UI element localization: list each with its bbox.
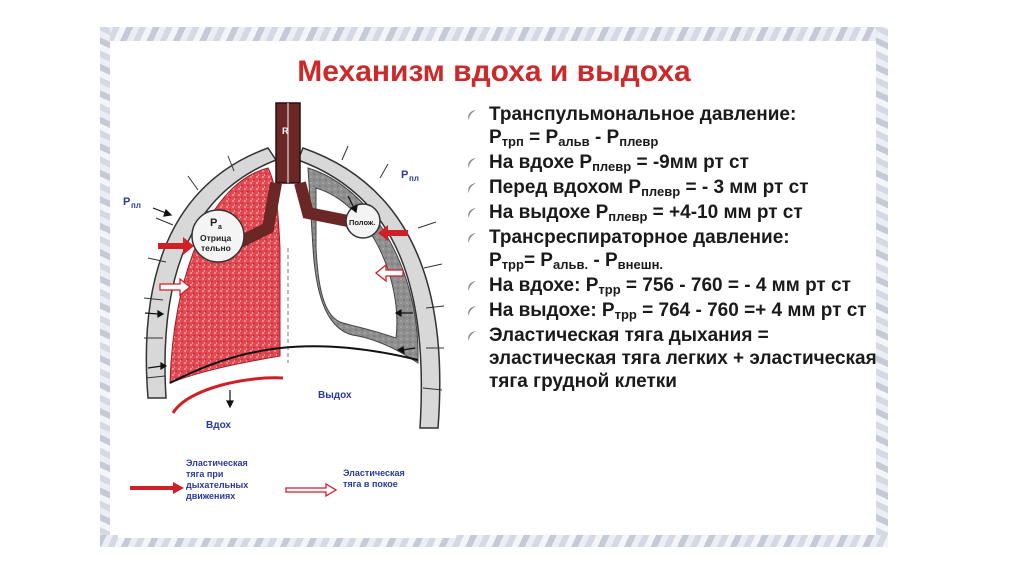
bullet-text: На вдохе Р [489, 152, 593, 173]
bullet-text: На выдохе: Р [489, 300, 615, 321]
bullet-item [463, 103, 883, 149]
slide-title: Механизм вдоха и выдоха [297, 55, 691, 88]
bullet-item [463, 201, 883, 224]
decorative-border-top [100, 27, 888, 41]
slide [100, 27, 888, 547]
legend-rest-2: тяга в покое [343, 479, 398, 489]
legend-moving-3: дыхательных [186, 480, 249, 490]
bullet-item [463, 176, 883, 199]
bullet-text: Перед вдохом Р [489, 177, 642, 198]
bullet-text: = 764 - 760 =+ 4 мм рт ст [636, 300, 867, 321]
pa-sub: а [218, 224, 222, 231]
bullet-text: Транспульмональное давление: [489, 104, 797, 125]
legend-rest-1: Эластическая [343, 468, 405, 478]
bullet-item [463, 324, 883, 393]
swirl-bullet-icon [465, 231, 479, 245]
p-pl-left-sub: пл [131, 201, 141, 210]
swirl-bullet-icon [465, 206, 479, 220]
bullet-sub: трр [501, 257, 524, 272]
swirl-bullet-icon [465, 108, 479, 122]
bullet-text: = Р [523, 250, 553, 271]
bullet-text: Эластическая тяга дыхания = эластическая тяга легких + эластическая тяга грудной клетки [489, 325, 877, 392]
bullet-text: На вдохе: Р [489, 275, 599, 296]
bullet-text: - Р [589, 127, 620, 148]
lung-mechanism-diagram [118, 98, 456, 538]
bullet-text: = +4-10 мм рт ст [647, 202, 803, 223]
resistance-label: R [282, 126, 289, 136]
swirl-bullet-icon [465, 181, 479, 195]
swirl-bullet-icon [465, 329, 479, 343]
bullet-sub: трр [614, 307, 637, 322]
bullet-sub: плевр [619, 134, 659, 149]
swirl-bullet-icon [465, 304, 479, 318]
bullet-text: Р [489, 250, 502, 271]
bullet-sub: альв. [553, 257, 589, 272]
bullet-sub: плевр [592, 159, 632, 174]
positive-label: Полож. [349, 218, 376, 227]
legend-moving-4: движениях [186, 491, 236, 501]
bullet-item [463, 274, 883, 297]
bullet-list [463, 103, 883, 395]
bullet-text: = Р [523, 127, 559, 148]
bullet-text: = -9мм рт ст [631, 152, 749, 173]
p-pl-right-label: Р [401, 169, 409, 181]
bullet-text: На выдохе Р [489, 202, 609, 223]
bullet-text: Р [489, 127, 502, 148]
bullet-sub: плевр [641, 184, 681, 199]
legend-moving-2: тяга при [186, 469, 224, 479]
bullet-text: = 756 - 760 = - 4 мм рт ст [620, 275, 851, 296]
p-pl-right-sub: пл [409, 174, 419, 183]
bullet-sub: трп [501, 134, 524, 149]
bullet-item [463, 226, 883, 272]
bullet-item [463, 299, 883, 322]
inhale-label: Вдох [206, 420, 231, 431]
decorative-border-left [100, 27, 110, 547]
bullet-text: = - 3 мм рт ст [680, 177, 809, 198]
exhale-label: Выдох [318, 390, 352, 401]
bullet-sub: внешн. [617, 257, 664, 272]
bullet-text: - Р [588, 250, 618, 271]
bullet-sub: альв [558, 134, 590, 149]
pa-label: Р [210, 217, 218, 229]
p-pl-left-label: Р [123, 196, 131, 208]
bullet-sub: трр [598, 282, 621, 297]
negative-label-1: Отрица [200, 233, 232, 243]
bullet-text: Трансреспираторное давление: [489, 227, 790, 248]
swirl-bullet-icon [465, 156, 479, 170]
legend-moving-1: Эластическая [186, 458, 248, 468]
bullet-item [463, 151, 883, 174]
negative-label-2: тельно [201, 243, 231, 253]
bullet-sub: плевр [608, 209, 648, 224]
swirl-bullet-icon [465, 279, 479, 293]
